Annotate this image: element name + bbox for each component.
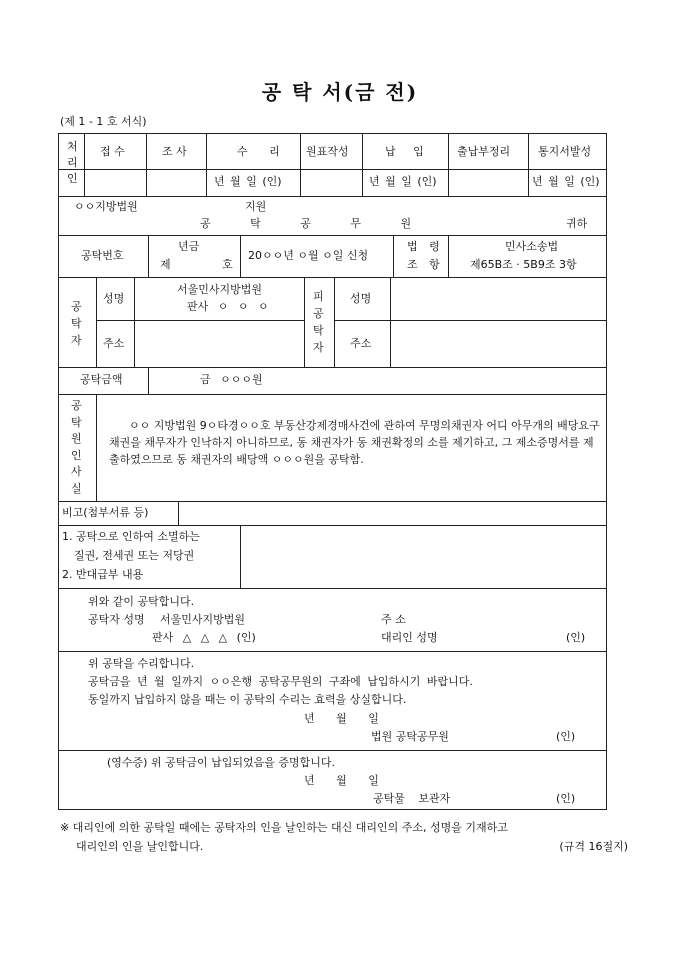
depositee-char-1: 피 — [313, 290, 324, 303]
header-notice: 통지서발성 — [538, 145, 592, 158]
law-name: 민사소송법 — [505, 240, 559, 253]
deposit-cause-text: ㅇㅇ 지방법원 9ㅇ타경ㅇㅇ호 부동산강제경매사건에 관하여 무명의채권자 어디 아무개의 배당요구채권을 채무자가 인낙하지 아니하므로, 동 채권자가 동 채권확정의 소를 제기하고, 그 제소증명서를 제출하였으므로 동 채권자의 배당액 ㅇㅇㅇ원을 공탁함. — [109, 419, 600, 466]
paper-size-note: (규격 16절지) — [559, 840, 628, 853]
depositor-name-label: 성명 — [103, 292, 125, 305]
header-inspect: 조 사 — [162, 145, 187, 158]
remarks-item-2: 2. 반대급부 내용 — [62, 568, 144, 581]
header-payment: 납 입 — [385, 145, 424, 158]
deposit-number: 제 호 — [160, 258, 233, 271]
remarks-item-1a: 1. 공탁으로 인하여 소멸하는 — [62, 530, 200, 543]
footnote-line-1: ※ 대리인에 의한 공탁일 때에는 공탁자의 인을 날인하는 대신 대리인의 주소, 성명을 기재하고 — [60, 821, 508, 834]
court-honorific: 귀하 — [566, 217, 588, 230]
deposit-year: 년금 — [178, 240, 200, 253]
depositor-name-court: 서울민사지방법원 — [177, 283, 263, 296]
accept-officer: 법원 공탁공무원 — [371, 730, 449, 743]
proof-line: (영수증) 위 공탁금이 납입되었음을 증명합니다. — [107, 756, 335, 769]
accept-seal: (인) — [556, 730, 576, 743]
depositor-char-3: 자 — [71, 334, 82, 347]
cause-char-2: 탁 — [71, 415, 82, 429]
depositor-addr-label: 주소 — [103, 337, 125, 350]
court-name: ㅇㅇ지방법원 — [74, 200, 138, 213]
law-label-2: 조 항 — [407, 258, 440, 271]
depositor-char-2: 탁 — [71, 317, 82, 330]
declare-seal: (인) — [566, 631, 586, 644]
cause-char-6: 실 — [71, 481, 82, 495]
depositee-side-label — [313, 288, 325, 356]
declare-depositor-judge: 판사 △ △ △ (인) — [152, 631, 256, 644]
header-receive: 접 수 — [100, 145, 125, 158]
deposit-no-label: 공탁번호 — [81, 249, 124, 262]
declare-agent: 대리인 성명 — [381, 631, 438, 644]
accept-line-3: 동일까지 납입하지 않을 때는 이 공탁의 수리는 효력을 상실합니다. — [88, 693, 407, 706]
depositee-char-4: 자 — [313, 341, 324, 354]
footnote-line-2: 대리인의 인을 날인합니다. — [76, 840, 204, 853]
accept-line-2: 공탁금을 년 월 일까지 ㅇㅇ은행 공탁공무원의 구좌에 납입하시기 바랍니다. — [88, 675, 473, 688]
application-date: 20ㅇㅇ년 ㅇ월 ㅇ일 신청 — [248, 249, 369, 262]
remarks-label: 비고(첨부서류 등) — [62, 506, 149, 519]
depositee-name-label: 성명 — [350, 292, 372, 305]
processor-char-3: 인 — [67, 172, 78, 185]
amount-label: 공탁금액 — [80, 373, 123, 386]
accept-date-cell: 년 월 일 (인) — [214, 175, 282, 188]
processor-label — [67, 139, 79, 187]
proof-seal: (인) — [556, 792, 576, 805]
proof-date: 년 월 일 — [304, 774, 379, 787]
header-accept: 수 리 — [237, 145, 280, 158]
cause-char-3: 원 — [71, 432, 82, 445]
amount-value: 금 ㅇㅇㅇ원 — [200, 373, 263, 386]
depositee-addr-label: 주소 — [350, 337, 372, 350]
court-branch: 지원 — [245, 200, 267, 213]
processor-char-2: 리 — [67, 156, 78, 169]
cause-char-5: 사 — [71, 465, 82, 478]
payment-date-cell: 년 월 일 (인) — [369, 175, 437, 188]
law-label-1: 법 령 — [407, 240, 440, 253]
cause-char-4: 인 — [71, 448, 82, 462]
accept-date: 년 월 일 — [304, 712, 379, 725]
cause-char-1: 공 — [71, 399, 82, 412]
declare-address: 주 소 — [381, 613, 406, 626]
law-articles: 제65B조 · 5B9조 3항 — [470, 258, 577, 271]
deposit-officer: 공 탁 공 무 원 — [200, 217, 412, 230]
remarks-item-1b: 질권, 전세권 또는 저당권 — [74, 549, 195, 562]
declare-line: 위와 같이 공탁합니다. — [88, 595, 195, 608]
footnote — [60, 818, 628, 856]
processor-char-1: 처 — [67, 140, 78, 153]
proof-keeper: 공탁물 보관자 — [373, 792, 451, 805]
depositor-side-label — [71, 298, 83, 349]
declare-depositor-label: 공탁자 성명 — [88, 613, 145, 626]
header-original-draft: 원표작성 — [306, 145, 349, 158]
depositor-char-1: 공 — [71, 300, 82, 313]
form-number: (제 1 - 1 호 서식) — [60, 115, 147, 128]
document-title: 공 탁 서(금 전) — [261, 80, 419, 104]
notice-date-cell: 년 월 일 (인) — [532, 175, 600, 188]
depositee-char-2: 공 — [313, 307, 324, 320]
declare-depositor-court: 서울민사지방법원 — [160, 613, 246, 626]
cause-side-label — [71, 398, 83, 497]
accept-line-1: 위 공탁을 수리합니다. — [88, 657, 195, 670]
depositee-char-3: 탁 — [313, 324, 324, 337]
header-ledger: 출납부정리 — [457, 145, 511, 158]
depositor-name-judge: 판사 ㅇ ㅇ ㅇ — [187, 300, 269, 313]
